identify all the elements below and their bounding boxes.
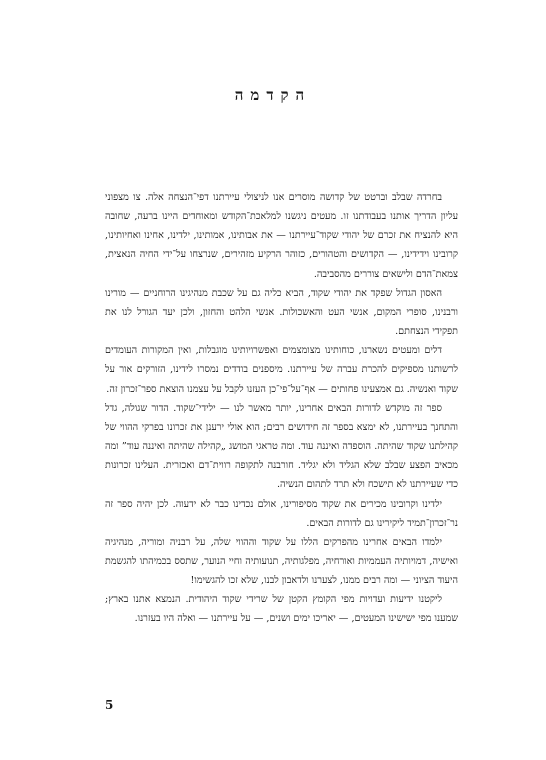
paragraph: ילדינו וקרובינו מכירים את שקוד מסיפורינו, אולם נכדינו כבר לא ידעוה. לכן יהיה ספר זה נר־זכרון־תמיד ליקירינו גם לדורות הבאים. [105,498,458,529]
page-title: הקדמה [234,86,312,104]
paragraph: ספר זה מוקדש לדורות הבאים אחרינו, יותר מאשר לנו — ילידי־שקוד. הדור שגולה, גדל והתחנך בעיירתנו, לא ימצא בספר זה חידושים רבים; הוא אולי ירענן את זכרונו בפרקי ההווי של קהילתנו שקוד שהיתה. הוספדה ואיננה עוד. ומה טראגי המושג „קהילה שהיתה ואיננה עוד” ומה מכאיב הפצע שבלב שלא הגליד ולא יגליד. חורבנה לתקופה רווית־דם ואכזרית. העלינו זכרונות כדי שעיירתנו לא תישכח ולא תרד לתהום הנשיה. [105,402,458,491]
paragraph: ליקטנו ידיעות ועדויות מפי הקומץ הקטן של שרידי שקוד היהודית. הנמצא אתנו בארץ; שמענו מפי ישישינו המעטים, — יאריכו ימים ושנים, — על עיירתנו — ואלה היו בעזרנו. [105,594,458,625]
paragraph: דלים ומעטים נשארנו, כוחותינו מצומצמים ואפשרויותינו מוגבלות, ואין המקורות העומדים לרשותנו מספיקים להכרת עברה של עיירתנו. מיספנים בודדים נמסרו לידינו, הזורקים אור על שקוד ואנשיה. גם אמצעינו פחותים — אף־על־פי־כן העזנו לקבל על עצמנו הוצאת ספר־זכרון זה. [105,345,458,395]
page-number: 5 [105,698,114,712]
paragraph: ילמדו הבאים אחרינו מהפרקים הללו על שקוד וההווי שלה, על רבניה ומוריה, מנהיגיה ואישיה, דמויותיה העממיות ואורחיה, מפלגותיה, תנועותיה וחיי הנוער, שתסס בכמיהתו להגשמת היעוד הציוני — ומה רבים ממנו, לצערנו ולדאבון לבנו, שלא זכו להגשימו! [105,536,458,587]
paragraph: האסון הגדול שפקד את יהודי שקוד, הביא כליה גם על שכבת מנהיגינו הרוחניים — מורינו ורבנינו, סופרי המקום, אנשי העט והאשכולות. אנשי הלהט והחזון, ולכן יעד הגורל לנו את תפקידי הנצחתם. [105,287,458,338]
body-text [105,188,458,629]
paragraph: בחרדה שבלב וברטט של קדושה מוסרים אנו לניצולי עיירתנו דפי־הנצחה אלה. צו מצפוני עליון הדריך אותנו בעבודתנו זו. מעטים ניגשנו למלאכת־הקודש ומאוחדים היינו ברעה, שחובה היא להנציח את זכרם של יהודי שקוד־עיירתנו — את אבותינו, אמותינו, ילדינו, אחינו ואחיותינו, קרובינו וידידינו, — הקדושים והטהורים, כזוהר הרקיע מזהירים, שנרצחו על־ידי החיה הנאצית, צמאת־הדם ולישאים צוררים מהסביבה. [105,192,458,280]
